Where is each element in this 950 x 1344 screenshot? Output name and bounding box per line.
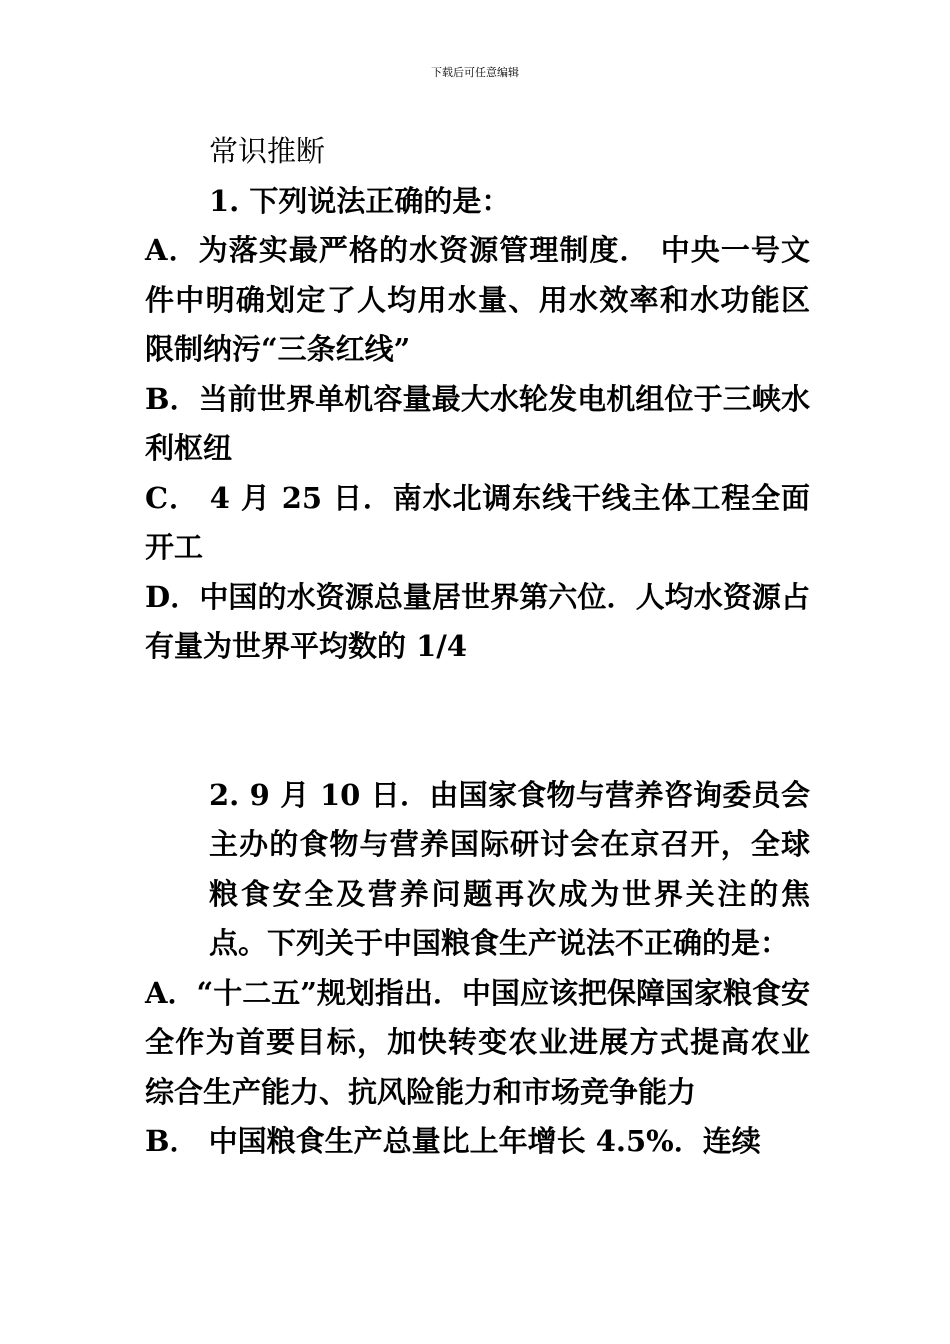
question-2-option-b: B． 中国粮食生产总量比上年增长 4.5%．连续 bbox=[145, 1124, 761, 1158]
question-2-stem: 2. 9 月 10 日．由国家食物与营养咨询委员会主办的食物与营养国际研讨会在京召开，全球粮食安全及营养问题再次成为世界关注的焦点。下列关于中国粮食生产说法不正确的是： bbox=[209, 777, 810, 960]
question-1-option-c: C． 4 月 25 日．南水北调东线干线主体工程全面开工 bbox=[145, 480, 810, 564]
question-1-stem: 1. 下列说法正确的是： bbox=[209, 183, 511, 218]
document-body bbox=[145, 127, 810, 1167]
paragraph-gap bbox=[145, 672, 810, 771]
page-header: 下载后可任意编辑 bbox=[431, 66, 519, 79]
question-2-option-a: A．“十二五”规划指出．中国应该把保障国家粮食安全作为首要目标，加快转变农业进展方式提高农业综合生产能力、抗风险能力和市场竞争能力 bbox=[145, 975, 810, 1109]
question-1-option-b: B．当前世界单机容量最大水轮发电机组位于三峡水利枢纽 bbox=[145, 381, 810, 465]
question-1-option-a: A．为落实最严格的水资源管理制度． 中央一号文件中明确划定了人均用水量、用水效率和水功能区限制纳污“三条红线” bbox=[145, 233, 810, 366]
section-title: 常识推断 bbox=[209, 134, 326, 168]
question-1-option-d: D．中国的水资源总量居世界第六位．人均水资源占有量为世界平均数的 1/4 bbox=[145, 579, 810, 663]
